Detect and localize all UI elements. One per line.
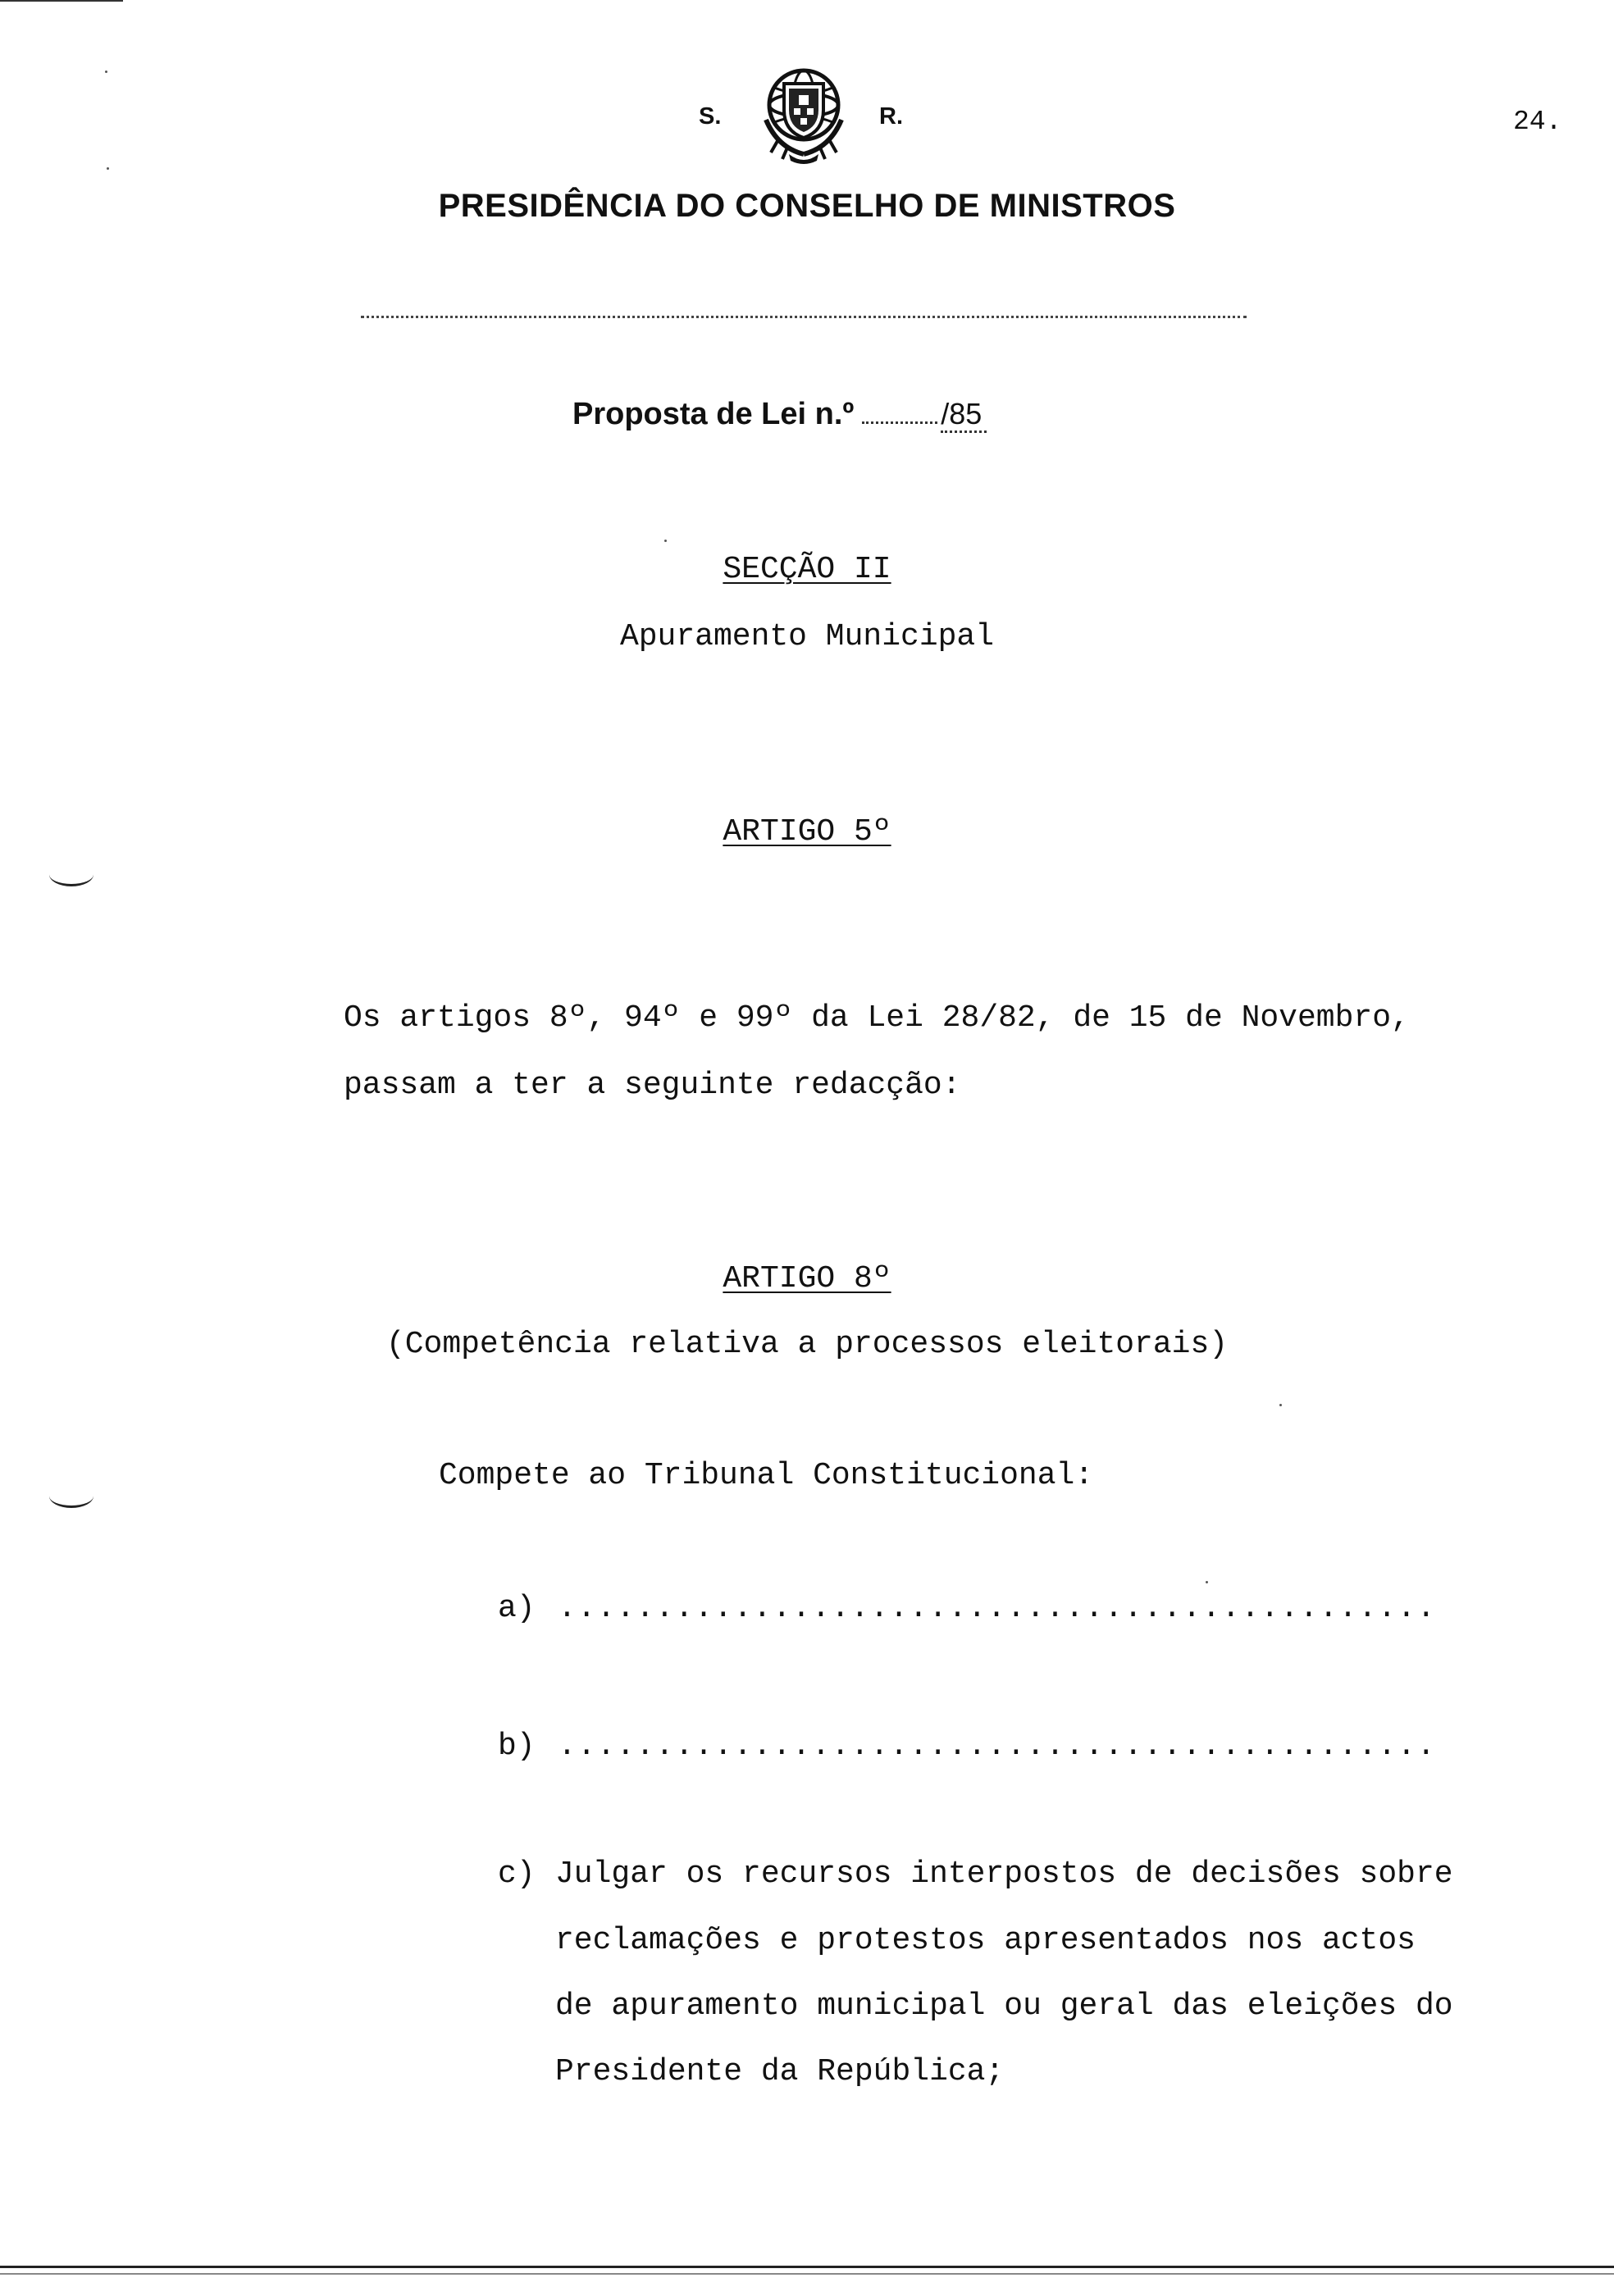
- top-edge-rule: [0, 0, 123, 2]
- scan-speck: [107, 167, 109, 170]
- law-proposal-label: Proposta de Lei n.º: [572, 397, 855, 431]
- list-item-text-line: Presidente da República;: [555, 2054, 1005, 2089]
- binding-hole-mark: [49, 1484, 93, 1508]
- list-item-label: b): [498, 1729, 536, 1764]
- article-intro-line: passam a ter a seguinte redacção:: [344, 1068, 961, 1103]
- bottom-edge-rule: [0, 2273, 1614, 2275]
- quoted-article-heading: ARTIGO 8º: [723, 1261, 891, 1296]
- scan-speck: [105, 71, 107, 73]
- header-right-initial: R.: [879, 103, 903, 130]
- list-item-label: a): [498, 1591, 536, 1626]
- list-item-text-line: reclamações e protestos apresentados nos actos: [555, 1923, 1416, 1958]
- proposal-number-blank: [862, 421, 937, 424]
- quoted-article-lead-in: Compete ao Tribunal Constitucional:: [439, 1458, 1094, 1493]
- article-intro-line: Os artigos 8º, 94º e 99º da Lei 28/82, de 15 de Novembro,: [344, 1000, 1410, 1036]
- institution-title: PRESIDÊNCIA DO CONSELHO DE MINISTROS: [438, 188, 1176, 224]
- scan-speck: [664, 540, 667, 542]
- quoted-article-subtitle: (Competência relativa a processos eleitorais): [385, 1327, 1229, 1362]
- law-proposal-line: [572, 397, 987, 432]
- section-heading: SECÇÃO II: [723, 552, 891, 587]
- scan-speck: [1206, 1581, 1208, 1583]
- list-item-ellipsis: .............................................: [558, 1591, 1437, 1626]
- bottom-edge-rule: [0, 2266, 1614, 2268]
- article-heading: ARTIGO 5º: [723, 814, 891, 850]
- proposal-year: /85: [941, 397, 987, 433]
- list-item-text-line: Julgar os recursos interpostos de decisões sobre: [555, 1856, 1453, 1892]
- page-number: 24.: [1513, 107, 1562, 137]
- list-item-label: c): [498, 1856, 536, 1892]
- portuguese-coat-of-arms-icon: [753, 62, 855, 167]
- header-left-initial: S.: [699, 103, 722, 130]
- dotted-separator: [361, 316, 1247, 318]
- list-item-ellipsis: .............................................: [558, 1729, 1437, 1764]
- section-subtitle: Apuramento Municipal: [619, 619, 995, 654]
- binding-hole-mark: [49, 863, 93, 886]
- scan-speck: [1279, 1404, 1282, 1406]
- list-item-text-line: de apuramento municipal ou geral das eleições do: [555, 1988, 1453, 2024]
